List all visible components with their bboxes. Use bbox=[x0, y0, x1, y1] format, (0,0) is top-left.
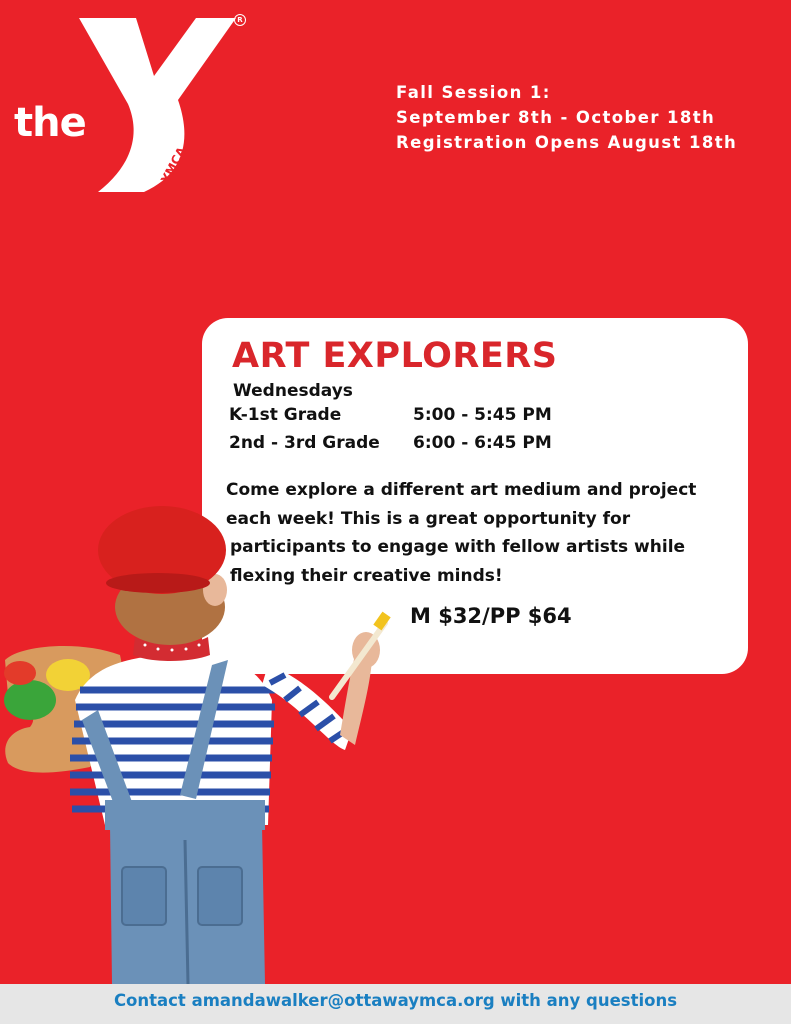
child-painter-image bbox=[0, 495, 400, 984]
schedule-time-1: 5:00 - 5:45 PM bbox=[413, 405, 552, 425]
registration-date: Registration Opens August 18th bbox=[396, 133, 738, 152]
description-line: participants to engage with fellow artists while bbox=[230, 537, 686, 557]
session-info bbox=[396, 80, 737, 155]
program-title: ART EXPLORERS bbox=[232, 336, 558, 376]
session-title: Fall Session 1: bbox=[396, 83, 551, 102]
logo-ymca-text: YMCA bbox=[158, 144, 189, 186]
y-logo-icon bbox=[76, 12, 236, 192]
registered-mark-icon: R bbox=[234, 14, 246, 26]
description-line: flexing their creative minds! bbox=[230, 565, 503, 586]
ymca-logo bbox=[14, 12, 264, 202]
schedule-grade-2: 2nd - 3rd Grade bbox=[229, 433, 380, 453]
program-day: Wednesdays bbox=[233, 381, 353, 401]
schedule-grade-1: K-1st Grade bbox=[229, 405, 342, 425]
logo-the-text: the bbox=[14, 100, 86, 146]
description-line: each week! This is a great opportunity for bbox=[226, 508, 631, 529]
session-dates: September 8th - October 18th bbox=[396, 108, 716, 127]
footer-contact: Contact amandawalker@ottawaymca.org with any questions bbox=[113, 991, 678, 1010]
program-price: M $32/PP $64 bbox=[410, 604, 572, 628]
schedule-time-2: 6:00 - 6:45 PM bbox=[413, 433, 552, 453]
description-line: Come explore a different art medium and project bbox=[226, 480, 697, 500]
